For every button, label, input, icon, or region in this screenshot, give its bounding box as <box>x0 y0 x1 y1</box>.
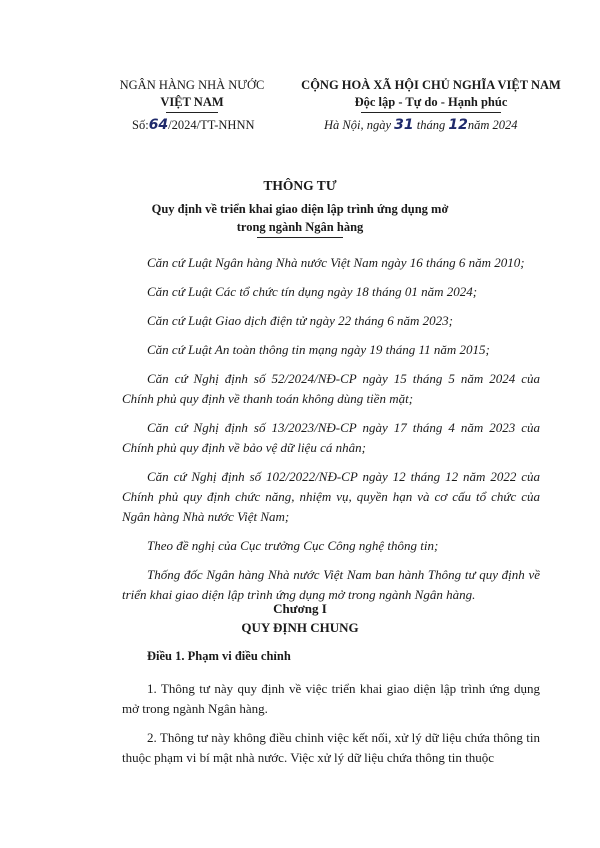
issuing-agency <box>104 77 280 113</box>
date-day-handwritten: 31 <box>394 117 414 133</box>
doc-number-handwritten: 64 <box>148 117 169 133</box>
preamble-paragraph: Căn cứ Luật Ngân hàng Nhà nước Việt Nam ngày 16 tháng 6 năm 2010; <box>147 255 525 270</box>
subtitle-line1: Quy định về triển khai giao diện lập trình ứng dụng mở <box>151 202 449 216</box>
article-heading: Điều 1. Phạm vi điều chỉnh <box>147 649 291 663</box>
article-clause: 2. Thông tư này không điều chỉnh việc kết nối, xử lý dữ liệu chứa thông tin thuộc phạm vi bí mật nhà nước. Việc xử lý dữ liệu chứa thông tin thuộc <box>122 730 540 765</box>
national-motto <box>300 77 562 113</box>
preamble-paragraph: Căn cứ Nghị định số 52/2024/NĐ-CP ngày 15 tháng 5 năm 2024 của Chính phủ quy định về thanh toán không dùng tiền mặt; <box>122 371 540 406</box>
doc-number-prefix: Số: <box>132 118 149 132</box>
preamble-paragraph: Căn cứ Nghị định số 13/2023/NĐ-CP ngày 17 tháng 4 năm 2023 của Chính phủ quy định về bảo vệ dữ liệu cá nhân; <box>122 420 540 455</box>
chapter-number: Chương I <box>273 601 327 616</box>
preamble-paragraph: Căn cứ Luật An toàn thông tin mạng ngày 19 tháng 11 năm 2015; <box>147 342 490 357</box>
document-title: THÔNG TƯ <box>263 178 337 193</box>
preamble-paragraph: Thống đốc Ngân hàng Nhà nước Việt Nam ban hành Thông tư quy định về triển khai giao diện lập trình ứng dụng mở trong ngành Ngân hàng. <box>122 567 540 602</box>
preamble-paragraph: Căn cứ Nghị định số 102/2022/NĐ-CP ngày 12 tháng 12 năm 2022 của Chính phủ quy định chức năng, nhiệm vụ, quyền hạn và cơ cấu tổ chức của Ngân hàng Nhà nước Việt Nam; <box>122 469 540 524</box>
doc-number-suffix: /2024/TT-NHNN <box>168 118 255 132</box>
subtitle-line2: trong ngành Ngân hàng <box>236 220 364 234</box>
document-number <box>132 117 255 133</box>
chapter-name: QUY ĐỊNH CHUNG <box>241 620 359 635</box>
document-subtitle <box>0 200 600 238</box>
preamble-paragraph: Căn cứ Luật Giao dịch điện tử ngày 22 tháng 6 năm 2023; <box>147 313 453 328</box>
motto-underline <box>361 112 501 113</box>
article-clause: 1. Thông tư này quy định về việc triển khai giao diện lập trình ứng dụng mở trong ngành Ngân hàng. <box>122 681 540 716</box>
subtitle-underline <box>257 237 343 238</box>
preamble-paragraph: Căn cứ Luật Các tổ chức tín dụng ngày 18 tháng 01 năm 2024; <box>147 284 478 299</box>
date-suffix: năm 2024 <box>467 118 518 132</box>
preamble-paragraph: Theo đề nghị của Cục trưởng Cục Công nghệ thông tin; <box>147 538 439 553</box>
date-prefix: Hà Nội, ngày <box>324 118 395 132</box>
issue-date <box>324 117 518 133</box>
agency-underline <box>166 112 218 113</box>
nation-line1: CỘNG HOÀ XÃ HỘI CHỦ NGHĨA VIỆT NAM <box>301 78 561 92</box>
agency-line1: NGÂN HÀNG NHÀ NƯỚC <box>119 78 265 92</box>
agency-line2: VIỆT NAM <box>160 95 224 109</box>
date-middle: tháng <box>413 118 449 132</box>
nation-line2: Độc lập - Tự do - Hạnh phúc <box>354 95 508 109</box>
date-month-handwritten: 12 <box>448 117 468 133</box>
